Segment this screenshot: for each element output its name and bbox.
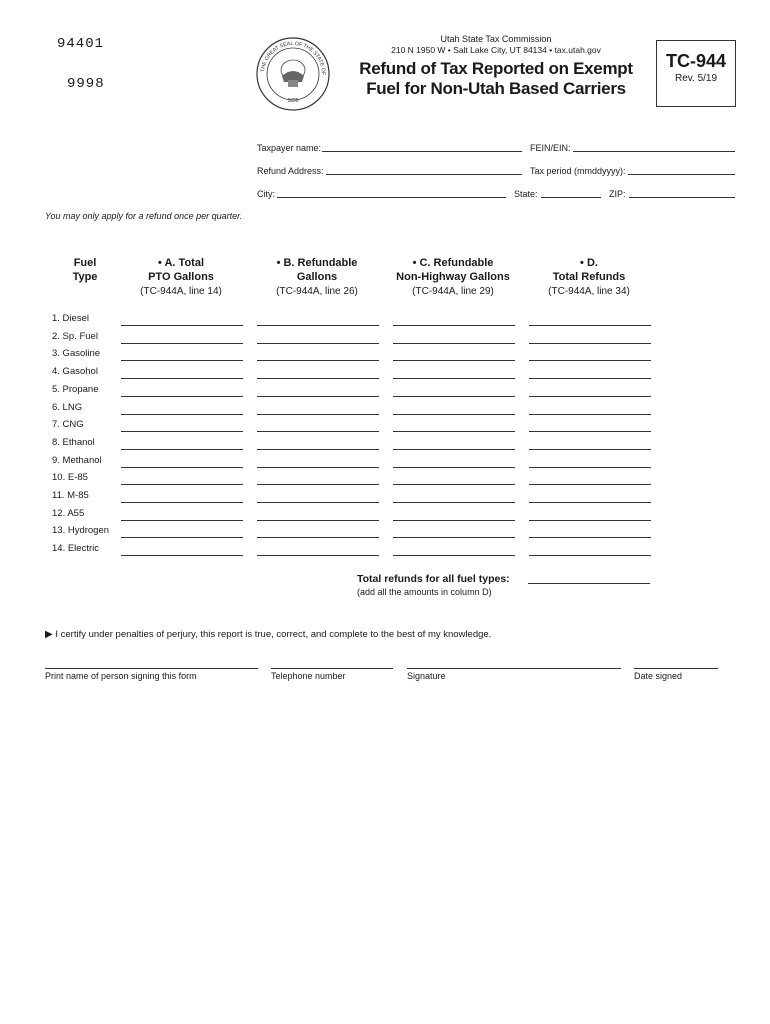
fuel-row	[0, 508, 770, 526]
form-number: TC-944	[665, 51, 727, 71]
signature-field[interactable]	[407, 668, 621, 669]
city-label: City:	[257, 189, 275, 199]
fuel-entry-col-d[interactable]	[529, 484, 651, 485]
fuel-row-label: 12. A55	[52, 507, 85, 519]
state-seal	[255, 36, 331, 112]
fuel-row-label: 8. Ethanol	[52, 436, 95, 448]
fuel-row-label: 11. M-85	[52, 490, 89, 501]
fuel-entry-col-d[interactable]	[529, 537, 651, 538]
date-signed-field[interactable]	[634, 668, 718, 669]
fuel-type-header-line2: Type	[72, 271, 98, 283]
column-a-subtitle: PTO Gallons	[148, 271, 214, 283]
fuel-row-label: 3. Gasoline	[52, 348, 101, 360]
fuel-entry-col-c[interactable]	[393, 467, 515, 468]
fuel-entry-col-a[interactable]	[121, 414, 243, 415]
print-name-label: Print name of person signing this form	[45, 671, 197, 681]
column-a-title: • A. Total	[157, 257, 204, 269]
fuel-entry-col-b[interactable]	[257, 502, 379, 503]
form-revision: Rev. 5/19	[674, 73, 718, 84]
seal-icon	[255, 36, 331, 112]
column-d-ref: (TC-944A, line 34)	[548, 286, 630, 297]
telephone-label: Telephone number	[271, 671, 346, 681]
fuel-entry-col-a[interactable]	[121, 467, 243, 468]
fuel-entry-col-a[interactable]	[121, 449, 243, 450]
fuel-entry-col-b[interactable]	[257, 537, 379, 538]
fuel-entry-col-c[interactable]	[393, 449, 515, 450]
fuel-entry-col-b[interactable]	[257, 484, 379, 485]
seal-year: 1896	[287, 98, 299, 104]
fuel-entry-col-c[interactable]	[393, 414, 515, 415]
fuel-row-label: 5. Propane	[52, 383, 99, 395]
fuel-entry-col-b[interactable]	[257, 555, 379, 556]
fuel-entry-col-c[interactable]	[393, 431, 515, 432]
column-a-header	[112, 256, 250, 299]
form-code-top: 94401	[57, 36, 105, 52]
fuel-entry-col-d[interactable]	[529, 520, 651, 521]
fuel-row-label: 1. Diesel	[52, 313, 89, 324]
fuel-row-label: 14. Electric	[52, 543, 99, 555]
fuel-entry-col-d[interactable]	[529, 467, 651, 468]
print-name-field[interactable]	[45, 668, 258, 669]
column-b-header	[248, 256, 386, 299]
seal-text: THE GREAT SEAL OF THE STATE OF	[260, 40, 327, 76]
fuel-row	[0, 384, 770, 402]
agency-address: 210 N 1950 W • Salt Lake City, UT 84134 • tax.utah.gov	[391, 45, 601, 55]
fuel-entry-col-b[interactable]	[257, 449, 379, 450]
fuel-entry-col-b[interactable]	[257, 378, 379, 379]
fuel-row	[0, 366, 770, 384]
total-refunds-field[interactable]	[528, 583, 650, 584]
fuel-row-label: 10. E-85	[52, 472, 88, 484]
taxpayer-name-label: Taxpayer name:	[257, 143, 322, 153]
fuel-entry-col-a[interactable]	[121, 360, 243, 361]
fuel-entry-col-b[interactable]	[257, 520, 379, 521]
tax-period-field[interactable]	[628, 174, 735, 175]
fuel-entry-col-a[interactable]	[121, 343, 243, 344]
fuel-row	[0, 437, 770, 455]
date-signed-label: Date signed	[634, 671, 683, 681]
fuel-row-label: 9. Methanol	[52, 454, 102, 466]
fuel-row	[0, 419, 770, 437]
fuel-entry-col-d[interactable]	[529, 555, 651, 556]
refund-address-label: Refund Address:	[257, 166, 324, 176]
fuel-row	[0, 455, 770, 473]
fuel-entry-col-b[interactable]	[257, 431, 379, 432]
fuel-entry-col-a[interactable]	[121, 537, 243, 538]
form-number-box	[656, 40, 736, 107]
taxpayer-name-field[interactable]	[322, 151, 522, 152]
fuel-entry-col-d[interactable]	[529, 378, 651, 379]
column-c-header	[384, 256, 522, 299]
fuel-row	[0, 402, 770, 420]
fuel-entry-col-b[interactable]	[257, 360, 379, 361]
tax-period-label: Tax period (mmddyyyy):	[530, 166, 626, 176]
form-title-line1: Refund of Tax Reported on Exempt	[359, 59, 633, 78]
state-field[interactable]	[541, 197, 601, 198]
total-refunds-label: Total refunds for all fuel types:	[357, 573, 510, 585]
fuel-row-label: 7. CNG	[52, 419, 84, 431]
fuel-row-label: 13. Hydrogen	[52, 525, 110, 537]
fuel-row	[0, 313, 770, 331]
fuel-row-label: 6. LNG	[52, 401, 83, 413]
fein-label: FEIN/EIN:	[530, 143, 571, 153]
total-refunds-note: (add all the amounts in column D)	[357, 587, 492, 597]
fuel-type-header-line1: Fuel	[73, 257, 97, 269]
zip-field[interactable]	[629, 197, 735, 198]
column-b-title: • B. Refundable	[276, 257, 358, 269]
fuel-entry-col-d[interactable]	[529, 502, 651, 503]
column-d-title: • D.	[580, 257, 598, 269]
fuel-entry-col-a[interactable]	[121, 325, 243, 326]
fuel-entry-col-d[interactable]	[529, 343, 651, 344]
fuel-row	[0, 490, 770, 508]
fuel-entry-col-c[interactable]	[393, 484, 515, 485]
fuel-entry-col-d[interactable]	[529, 431, 651, 432]
fuel-type-header	[60, 256, 110, 284]
city-field[interactable]	[277, 197, 506, 198]
column-d-subtitle: Total Refunds	[552, 271, 626, 283]
agency-name: Utah State Tax Commission	[440, 34, 552, 44]
fuel-entry-col-c[interactable]	[393, 502, 515, 503]
certification-text: I certify under penalties of perjury, this report is true, correct, and complete to the best of my knowledge.	[55, 629, 492, 640]
column-a-ref: (TC-944A, line 14)	[140, 286, 222, 297]
form-title-line2: Fuel for Non-Utah Based Carriers	[366, 79, 626, 98]
fuel-row	[0, 472, 770, 490]
fuel-entry-col-d[interactable]	[529, 396, 651, 397]
fuel-entry-col-b[interactable]	[257, 325, 379, 326]
column-b-ref: (TC-944A, line 26)	[276, 286, 358, 297]
fuel-row	[0, 348, 770, 366]
zip-label: ZIP:	[609, 189, 626, 199]
fuel-entry-col-c[interactable]	[393, 325, 515, 326]
fuel-entry-col-b[interactable]	[257, 414, 379, 415]
refund-notice: You may only apply for a refund once per quarter.	[45, 211, 243, 221]
telephone-field[interactable]	[271, 668, 393, 669]
column-c-title: • C. Refundable	[412, 257, 494, 269]
form-code-bottom: 9998	[67, 76, 105, 92]
certification	[45, 629, 491, 640]
fuel-entry-col-a[interactable]	[121, 396, 243, 397]
column-b-subtitle: Gallons	[296, 271, 338, 283]
fuel-entry-col-a[interactable]	[121, 520, 243, 521]
fuel-entry-col-a[interactable]	[121, 431, 243, 432]
column-c-subtitle: Non-Highway Gallons	[396, 271, 510, 283]
fuel-entry-col-d[interactable]	[529, 360, 651, 361]
fuel-entry-col-b[interactable]	[257, 396, 379, 397]
fuel-entry-col-d[interactable]	[529, 325, 651, 326]
column-c-ref: (TC-944A, line 29)	[412, 286, 494, 297]
arrow-icon: ▶	[45, 629, 53, 640]
fuel-row	[0, 525, 770, 543]
fuel-entry-col-c[interactable]	[393, 520, 515, 521]
fuel-entry-col-a[interactable]	[121, 502, 243, 503]
fuel-row	[0, 543, 770, 561]
fein-field[interactable]	[573, 151, 735, 152]
fuel-row-label: 2. Sp. Fuel	[52, 330, 98, 342]
fuel-entry-col-c[interactable]	[393, 537, 515, 538]
fuel-entry-col-b[interactable]	[257, 343, 379, 344]
fuel-entry-col-c[interactable]	[393, 555, 515, 556]
fuel-entry-col-a[interactable]	[121, 484, 243, 485]
fuel-entry-col-a[interactable]	[121, 555, 243, 556]
fuel-entry-col-c[interactable]	[393, 378, 515, 379]
column-d-header	[520, 256, 658, 299]
fuel-entry-col-c[interactable]	[393, 343, 515, 344]
refund-address-field[interactable]	[326, 174, 522, 175]
fuel-entry-col-d[interactable]	[529, 414, 651, 415]
fuel-entry-col-c[interactable]	[393, 360, 515, 361]
fuel-entry-col-b[interactable]	[257, 467, 379, 468]
fuel-entry-col-d[interactable]	[529, 449, 651, 450]
signature-label: Signature	[407, 671, 446, 681]
fuel-row	[0, 331, 770, 349]
svg-text:THE GREAT SEAL OF THE STATE OF	[255, 36, 326, 75]
fuel-row-label: 4. Gasohol	[52, 366, 98, 378]
fuel-entry-col-c[interactable]	[393, 396, 515, 397]
state-label: State:	[514, 189, 538, 199]
fuel-entry-col-a[interactable]	[121, 378, 243, 379]
